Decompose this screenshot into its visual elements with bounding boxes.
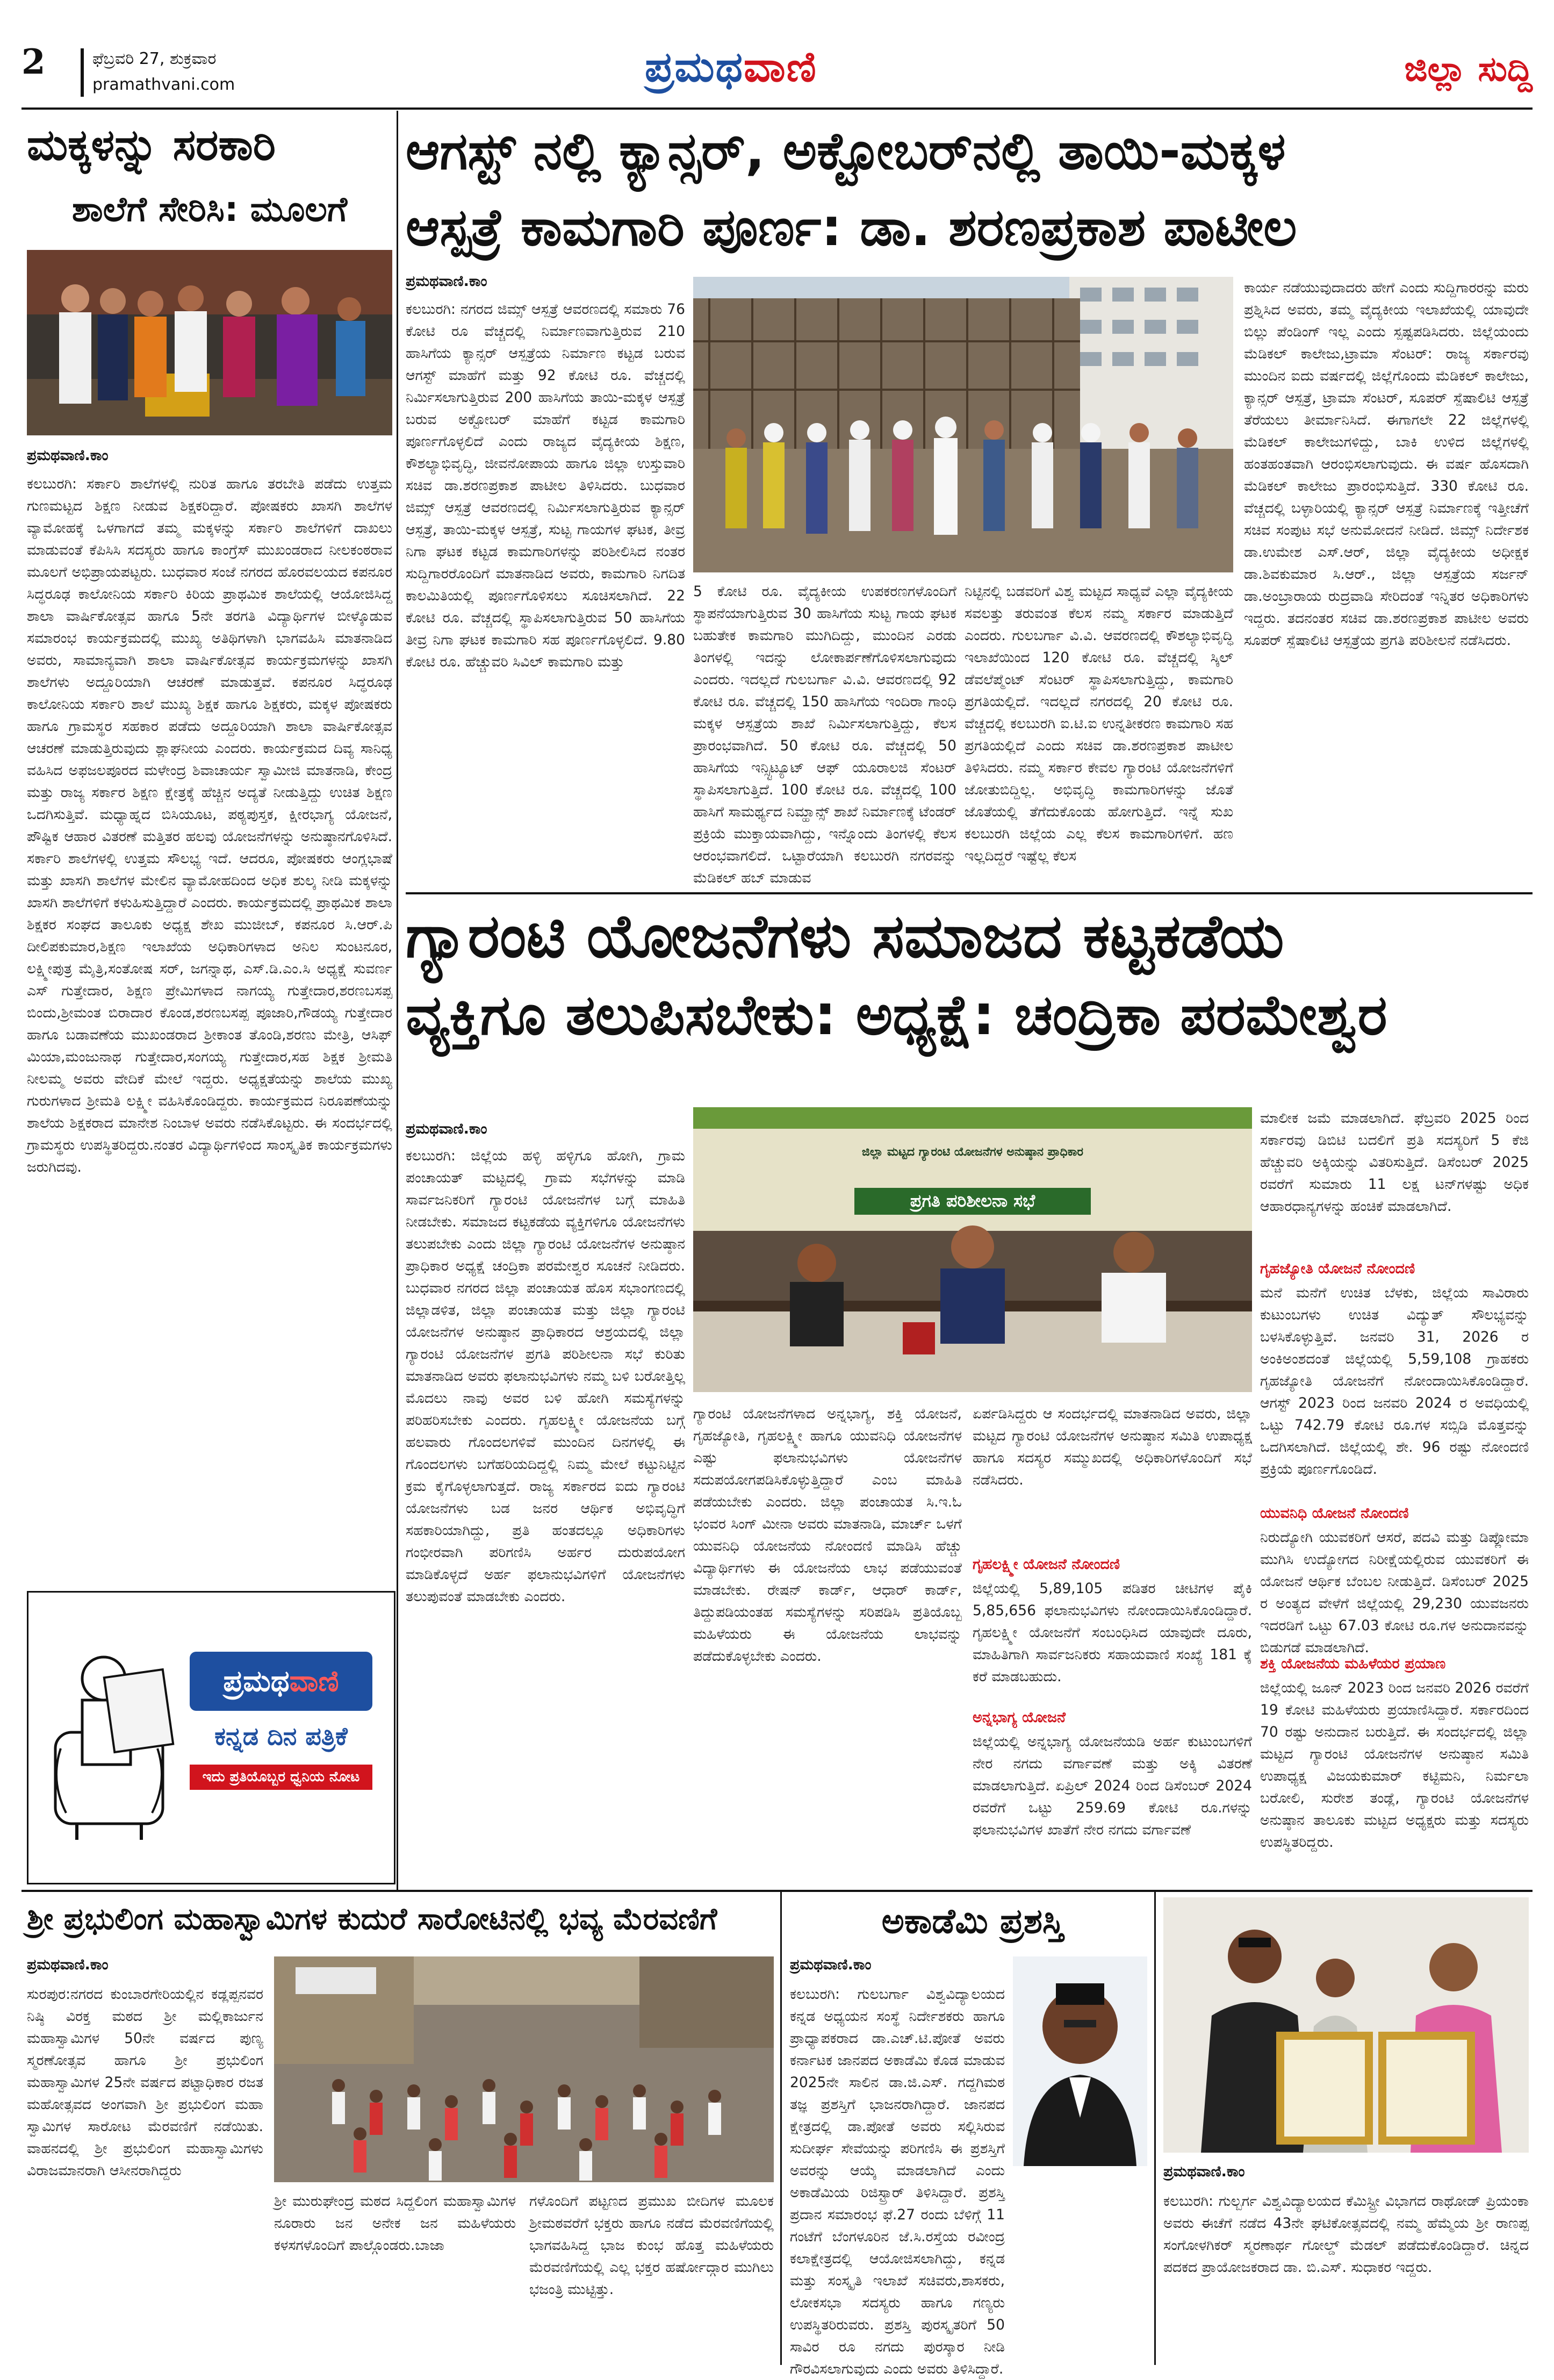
- reader-illustration-icon: [45, 1641, 179, 1845]
- headline-guarantee-line1: ಗ್ಯಾರಂಟಿ ಯೋಜನೆಗಳು ಸಮಾಜದ ಕಟ್ಟಕಡೆಯ: [406, 901, 1284, 971]
- section-rule: [406, 892, 1533, 894]
- logo-part2: ವಾಣಿ: [744, 43, 817, 91]
- guarantee-col-2: ಗ್ಯಾರಂಟಿ ಯೋಜನೆಗಳಾದ ಅನ್ನಭಾಗ್ಯ, ಶಕ್ತಿ ಯೋಜನೆ, ಗೃಹಜ್ಯೋತಿ, ಗೃಹಲಕ್ಷ್ಮೀ ಹಾಗೂ ಯುವನಿಧಿ ಯೋಜನೆಗಳ ಎಷ್ಟು ಫಲಾನುಭವಿಗಳು ಯೋಜನೆಗಳ ಸದುಪಯೋಗಪಡಿಸಿಕೊಳ್ಳುತ್ತಿದ್ದಾರೆ ಎಂಬ ಮಾಹಿತಿ ಪಡೆಯಬೇಕು ಎಂದರು. ಜಿಲ್ಲಾ ಪಂಚಾಯತ ಸಿ.ಇ.ಓ ಭಂವರ ಸಿಂಗ್ ಮೀನಾ ಅವರು ಮಾತನಾಡಿ, ಮಾರ್ಚ್ ಒಳಗೆ ಯುವನಿಧಿ ಯೋಜನೆಯ ನೋಂದಣಿ ಮಾಡಿಸಿ ಹೆಚ್ಚು ವಿದ್ಯಾರ್ಥಿಗಳು ಈ ಯೋಜನೆಯ ಲಾಭ ಪಡೆಯುವಂತೆ ಮಾಡಬೇಕು. ರೇಷನ್ ಕಾರ್ಡ್, ಆಧಾರ್ ಕಾರ್ಡ್, ತಿದ್ದುಪಡಿಯಂತಹ ಸಮಸ್ಯೆಗಳನ್ನು ಸರಿಪಡಿಸಿ ಪ್ರತಿಯೊಬ್ಬ ಮಹಿಳೆಯರು ಈ ಯೋಜನೆಯ ಲಾಭವನ್ನು ಪಡೆದುಕೊಳ್ಳಬೇಕು ಎಂದರು.: [693, 1406, 962, 1665]
- subhead-gruhalakshmi: ಗೃಹಲಕ್ಷ್ಮೀ ಯೋಜನೆ ನೋಂದಣಿ: [973, 1556, 1120, 1573]
- ad-logo-part2: ವಾಣಿ: [289, 1664, 339, 1698]
- hospital-construction-photo: [693, 277, 1233, 572]
- page-number: 2: [21, 42, 46, 82]
- portrait-photo: [1013, 1956, 1147, 2166]
- guarantee-col-3: ಏರ್ಪಡಿಸಿದ್ದರು ಆ ಸಂದರ್ಭದಲ್ಲಿ ಮಾತನಾಡಿದ ಅವರು, ಜಿಲ್ಲಾ ಮಟ್ಟದ ಗ್ಯಾರಂಟಿ ಯೋಜನೆಗಳ ಅನುಷ್ಠಾನ ಸಮಿತಿ ಉಪಾಧ್ಯಕ್ಷ ಹಾಗೂ ಸದಸ್ಯರ ಸಮ್ಮುಖದಲ್ಲಿ ಅಧಿಕಾರಿಗಳೊಂದಿಗೆ ಸಭೆ ನಡೆಸಿದರು.: [973, 1406, 1252, 1488]
- school-event-photo: [27, 250, 392, 435]
- masthead-rule: [21, 107, 1533, 110]
- hospital-col-3: ನಿಟ್ಟಿನಲ್ಲಿ ಬಡವರಿಗೆ ವಿಶ್ವ ಮಟ್ಟದ ಸಾಧ್ಯವೆ ಎಲ್ಲಾ ವೈದ್ಯಕೀಯ ಸವಲತ್ತು ತರುವಂತ ಕೆಲಸ ನಮ್ಮ ಸರ್ಕಾರ ಮಾಡುತ್ತಿದೆ ಎಂದರು. ಗುಲಬರ್ಗಾ ವಿ.ವಿ. ಆವರಣದಲ್ಲಿ ಕೌಶಲ್ಯಾಭಿವೃದ್ಧಿ ಇಲಾಖೆಯಿಂದ 120 ಕೋಟಿ ರೂ. ವೆಚ್ಚದಲ್ಲಿ ಸ್ಕಿಲ್ ಡೆವಲೆಪ್ಮೆಂಟ್ ಸೆಂಟರ್ ಸ್ಥಾಪಿಸಲಾಗುತ್ತಿದ್ದು, ಕಾಮಗಾರಿ ಪ್ರಗತಿಯಲ್ಲಿದೆ. ಇದಲ್ಲದೆ ನಗರದಲ್ಲಿ 20 ಕೋಟಿ ರೂ. ವೆಚ್ಚದಲ್ಲಿ ಕಲಬುರಗಿ ಐ.ಟಿ.ಐ ಉನ್ನತೀಕರಣ ಕಾಮಗಾರಿ ಸಹ ಪ್ರಗತಿಯಲ್ಲಿದೆ ಎಂದು ಸಚಿವ ಡಾ.ಶರಣಪ್ರಕಾಶ ಪಾಟೀಲ ತಿಳಿಸಿದರು. ನಮ್ಮ ಸರ್ಕಾರ ಕೇವಲ ಗ್ಯಾರಂಟಿ ಯೋಜನೆಗಳಿಗೆ ಜೋತುಬಿದ್ದಿಲ್ಲ. ಅಭಿವೃದ್ಧಿ ಕಾಮಗಾರಿಗಳನ್ನು ಜೊತೆ ಜೊತೆಯಲ್ಲಿ ತೆಗೆದುಕೊಂಡು ಹೋಗುತ್ತಿದೆ. ಇನ್ನೆ ಸುಖ ಕಲಬುರಗಿ ಜಿಲ್ಲೆಯ ಎಲ್ಲ ಕೆಲಸ ಕಾಮಗಾರಿಗಳಿಗೆ. ಹಣ ಇಲ್ಲದಿದ್ದರೆ ಇಷ್ಟೆಲ್ಲ ಕೆಲಸ: [965, 583, 1233, 864]
- subhead-shakti: ಶಕ್ತಿ ಯೋಜನೆಯ ಮಹಿಳೆಯರ ಪ್ರಯಾಣ: [1260, 1655, 1446, 1672]
- shakti-text: ಜಿಲ್ಲೆಯಲ್ಲಿ ಜೂನ್ 2023 ರಿಂದ ಜನವರಿ 2026 ರವರೆಗೆ 19 ಕೋಟಿ ಮಹಿಳೆಯರು ಪ್ರಯಾಣಿಸಿದ್ದಾರೆ. ಸರ್ಕಾರದಿಂದ 70 ರಷ್ಟು ಅನುದಾನ ಬರುತ್ತಿದೆ. ಈ ಸಂದರ್ಭದಲ್ಲಿ ಜಿಲ್ಲಾ ಮಟ್ಟದ ಗ್ಯಾರಂಟಿ ಯೋಜನೆಗಳ ಅನುಷ್ಠಾನ ಸಮಿತಿ ಉಪಾಧ್ಯಕ್ಷ ವಿಜಯಕುಮಾರ್ ಕಟ್ಟಿಮನಿ, ನಿರ್ಮಲಾ ಬರೋಲಿ, ಸುರೇಶ ತಂಡ್ಲೆ, ಗ್ಯಾರಂಟಿ ಯೋಜನೆಗಳ ಅನುಷ್ಠಾನ ತಾಲೂಕು ಮಟ್ಟದ ಅಧ್ಯಕ್ಷರು ಮತ್ತು ಸದಸ್ಯರು ಉಪಸ್ಥಿತರಿದ್ದರು.: [1260, 1680, 1529, 1851]
- subhead-annabhagya: ಅನ್ನಭಾಗ್ಯ ಯೋಜನೆ: [973, 1709, 1066, 1726]
- school-article-body: ಕಲಬುರಗಿ: ಸರ್ಕಾರಿ ಶಾಲೆಗಳಲ್ಲಿ ನುರಿತ ಹಾಗೂ ತರಬೇತಿ ಪಡೆದು ಉತ್ತಮ ಗುಣಮಟ್ಟದ ಶಿಕ್ಷಣ ನೀಡುವ ಶಿಕ್ಷಕರಿದ್ದಾರೆ. ಪೋಷಕರು ಖಾಸಗಿ ಶಾಲೆಗಳ ವ್ಯಾಮೋಹಕ್ಕೆ ಒಳಗಾಗದೆ ತಮ್ಮ ಮಕ್ಕಳನ್ನು ಸರ್ಕಾರಿ ಶಾಲೆಗಳಿಗೆ ದಾಖಲು ಮಾಡುವಂತೆ ಕೆಪಿಸಿಸಿ ಸದಸ್ಯರು ಹಾಗೂ ಕಾಂಗ್ರೆಸ್ ಮುಖಂಡರಾದ ನೀಲಕಂಠರಾವ ಮೂಲಗೆ ಅಭಿಪ್ರಾಯಪಟ್ಟರು. ಬುಧವಾರ ಸಂಜೆ ನಗರದ ಹೊರವಲಯದ ಕಪನೂರ ಸಿದ್ಧರೂಢ ಕಾಲೋನಿಯ ಸರ್ಕಾರಿ ಕಿರಿಯ ಪ್ರಾಥಮಿಕ ಶಾಲೆಯಲ್ಲಿ ಆಯೋಜಿಸಿದ್ದ ಶಾಲಾ ವಾರ್ಷಿಕೋತ್ಸವ ಹಾಗೂ 5ನೇ ತರಗತಿ ವಿದ್ಯಾರ್ಥಿಗಳ ಬೀಳ್ಕೊಡುವ ಸಮಾರಂಭ ಕಾರ್ಯಕ್ರಮದಲ್ಲಿ ಮುಖ್ಯ ಅತಿಥಿಗಳಾಗಿ ಭಾಗವಹಿಸಿ ಮಾತನಾಡಿದ ಅವರು, ಸಾಮಾನ್ಯವಾಗಿ ಶಾಲಾ ವಾರ್ಷಿಕೋತ್ಸವ ಕಾರ್ಯಕ್ರಮಗಳನ್ನು ಖಾಸಗಿ ಶಾಲೆಗಳು ಅದ್ದೂರಿಯಾಗಿ ಆಚರಣೆ ಮಾಡುತ್ತವೆ. ಕಪನೂರ ಸಿದ್ಧರೂಢ ಕಾಲೋನಿಯ ಸರ್ಕಾರಿ ಶಾಲೆ ಮುಖ್ಯ ಶಿಕ್ಷಕ ಹಾಗೂ ಶಿಕ್ಷಕರು, ಮಕ್ಕಳ ಪೋಷಕರು ಹಾಗೂ ಗ್ರಾಮಸ್ಥರ ಸಹಕಾರ ಪಡೆದು ಅದ್ದೂರಿಯಾಗಿ ಶಾಲಾ ವಾರ್ಷಿಕೋತ್ಸವ ಆಚರಣೆ ಮಾಡುತ್ತಿರುವುದು ಶ್ಲಾಘನೀಯ ಎಂದರು. ಕಾರ್ಯಕ್ರಮದ ದಿವ್ಯ ಸಾನಿಧ್ಯ ವಹಿಸಿದ ಅಫಜಲಪೂರದ ಮಳೇಂದ್ರ ಶಿವಾಚಾರ್ಯ ಸ್ವಾಮೀಜಿ ಮಾತನಾಡಿ, ಕೇಂದ್ರ ಮತ್ತು ರಾಜ್ಯ ಸರ್ಕಾರ ಶಿಕ್ಷಣ ಕ್ಷೇತ್ರಕ್ಕೆ ಹೆಚ್ಚಿನ ಅದ್ಯತೆ ನೀಡುತ್ತಿದ್ದು ಉಚಿತ ಶಿಕ್ಷಣ ಒದಗಿಸುತ್ತಿವೆ. ಮಧ್ಯಾಹ್ನದ ಬಿಸಿಯೂಟ, ಪಠ್ಯಪುಸ್ತಕ, ಕ್ಷೀರಭಾಗ್ಯ ಯೋಜನೆ, ಪೌಷ್ಟಿಕ ಆಹಾರ ವಿತರಣೆ ಮತ್ತಿತರ ಹಲವು ಯೋಜನೆಗಳನ್ನು ಅನುಷ್ಠಾನಗೊಳಿಸಿದೆ. ಸರ್ಕಾರಿ ಶಾಲೆಗಳಲ್ಲಿ ಉತ್ತಮ ಸೌಲಭ್ಯ ಇದೆ. ಆದರೂ, ಪೋಷಕರು ಆಂಗ್ಲಭಾಷೆ ಮತ್ತು ಖಾಸಗಿ ಶಾಲೆಗಳ ಮೇಲಿನ ವ್ಯಾಮೋಹದಿಂದ ಅಧಿಕ ಶುಲ್ಕ ನೀಡಿ ಮಕ್ಕಳನ್ನು ಖಾಸಗಿ ಶಾಲೆಗಳಿಗೆ ಕಳುಹಿಸುತ್ತಿದ್ದಾರೆ ಎಂದರು. ಕಾರ್ಯಕ್ರಮದಲ್ಲಿ ಪ್ರಾಥಮಿಕ ಶಾಲಾ ಶಿಕ್ಷಕರ ಸಂಘದ ತಾಲೂಕು ಅಧ್ಯಕ್ಷ ಶೇಖ ಮುಜೀಬ್, ಕಪನೂರ ಸಿ.ಆರ್.ಪಿ ದೀಲಿಪಕುಮಾರ,ಶಿಕ್ಷಣ ಇಲಾಖೆಯ ಅಧಿಕಾರಿಗಳಾದ ಅನಿಲ ಸುಂಟನೂರ, ಲಕ್ಷ್ಮೀಪುತ್ರ ಮೈತ್ರಿ,ಸಂತೋಷ ಸರ್, ಜಗನ್ನಾಥ, ಎಸ್.ಡಿ.ಎಂ.ಸಿ ಅಧ್ಯಕ್ಷೆ ಸುವರ್ಣ ಎಸ್ ಗುತ್ತೇದಾರ, ಶಿಕ್ಷಣ ಪ್ರೇಮಿಗಳಾದ ನಾಗಯ್ಯ ಗುತ್ತೇದಾರ,ಶರಣಬಸಪ್ಪ ಬಿಂದು,ಶ್ರೀಮಂತ ಬಿರಾದಾರ ಕೊಂಡ,ಶರಣಬಸಪ್ಪ ಪೂಜಾರಿ,ಗೌಡಯ್ಯ ಗುತ್ತೇದಾರ ಹಾಗೂ ಬಡಾವಣೆಯ ಮುಖಂಡರಾದ ಶ್ರೀಕಾಂತ ತೊಂಡಿ,ಶರಣು ಮೇತ್ರಿ, ಆಸಿಫ್ ಮಿಯಾ,ಮಂಜುನಾಥ ಗುತ್ತೇದಾರ,ಸಂಗಯ್ಯ ಗುತ್ತೇದಾರ,ಸಹ ಶಿಕ್ಷಕ ಶ್ರೀಮತಿ ನೀಲಮ್ಮ ಅವರು ವೇದಿಕೆ ಮೇಲೆ ಇದ್ದರು. ಅಧ್ಯಕ್ಷತೆಯನ್ನು ಶಾಲೆಯ ಮುಖ್ಯ ಗುರುಗಳಾದ ಶ್ರೀಮತಿ ಲಕ್ಷ್ಮೀ ವಹಿಸಿಕೊಂಡಿದ್ದರು. ಕಾರ್ಯಕ್ರಮದ ನಿರೂಪಣೆಯನ್ನು ಶಾಲೆಯ ಶಿಕ್ಷಕರಾದ ಮಾನೇಶ ನಿಂಬಾಳ ಅವರು ನಡೆಸಿಕೊಟ್ಟರು. ಈ ಸಂದರ್ಭದಲ್ಲಿ ಗ್ರಾಮಸ್ಥರು ಉಪಸ್ಥಿತರಿದ್ದರು.ನಂತರ ವಿದ್ಯಾರ್ಥಿಗಳಿಂದ ಸಾಂಸ್ಕೃತಿಕ ಕಾರ್ಯಕ್ರಮಗಳು ಜರುಗಿದವು.: [27, 476, 392, 1175]
- newspaper-advertisement: [27, 1591, 395, 1884]
- byline: ಪ್ರಮಥವಾಣಿ.ಕಾಂ: [27, 1956, 109, 1973]
- annabhagya-text: ಜಿಲ್ಲೆಯಲ್ಲಿ ಅನ್ನಭಾಗ್ಯ ಯೋಜನೆಯಡಿ ಅರ್ಹ ಕುಟುಂಬಗಳಿಗೆ ನೇರ ನಗದು ವರ್ಗಾವಣೆ ಮತ್ತು ಅಕ್ಕಿ ವಿತರಣೆ ಮಾಡಲಾಗುತ್ತಿದೆ. ಏಪ್ರಿಲ್ 2024 ರಿಂದ ಡಿಸೆಂಬರ್ 2024 ರವರೆಗೆ ಒಟ್ಟು 259.69 ಕೋಟಿ ರೂ.ಗಳನ್ನು ಫಲಾನುಭವಿಗಳ ಖಾತೆಗೆ ನೇರ ನಗದು ವರ್ಗಾವಣೆ: [973, 1733, 1252, 1838]
- subhead-yuvanidhi: ಯುವನಿಧಿ ಯೋಜನೆ ನೋಂದಣಿ: [1260, 1505, 1409, 1522]
- hospital-col-2: 5 ಕೋಟಿ ರೂ. ವೈದ್ಯಕೀಯ ಉಪಕರಣಗಳೊಂದಿಗೆ ಸ್ಥಾಪನೆಯಾಗುತ್ತಿರುವ 30 ಹಾಸಿಗೆಯ ಸುಟ್ಟ ಗಾಯ ಘಟಕ ಬಹುತೇಕ ಕಾಮಗಾರಿ ಮುಗಿದಿದ್ದು, ಮುಂದಿನ ಎರಡು ತಿಂಗಳಲ್ಲಿ ಇದನ್ನು ಲೋಕಾರ್ಪಣೆಗೊಳಿಸಲಾಗುವುದು ಎಂದರು. ಇದಲ್ಲದೆ ಗುಲಬರ್ಗಾ ವಿ.ವಿ. ಆವರಣದಲ್ಲಿ 92 ಕೋಟಿ ರೂ. ವೆಚ್ಚದಲ್ಲಿ 150 ಹಾಸಿಗೆಯ ಇಂದಿರಾ ಗಾಂಧಿ ಮಕ್ಕಳ ಆಸ್ಪತ್ರೆಯ ಶಾಖೆ ನಿರ್ಮಿಸಲಾಗುತ್ತಿದ್ದು, ಕೆಲಸ ಪ್ರಾರಂಭವಾಗಿದೆ. 50 ಕೋಟಿ ರೂ. ವೆಚ್ಚದಲ್ಲಿ 50 ಹಾಸಿಗೆಯ ಇನ್ಸ್ಟಿಟ್ಯೂಟ್ ಆಫ್ ಯೂರಾಲಜಿ ಸೆಂಟರ್ ಸ್ಥಾಪಿಸಲಾಗುತ್ತಿದೆ. 100 ಕೋಟಿ ರೂ. ವೆಚ್ಚದಲ್ಲಿ 100 ಹಾಸಿಗೆ ಸಾಮರ್ಥ್ಯದ ನಿಮ್ಹಾನ್ಸ್ ಶಾಖೆ ನಿರ್ಮಾಣಕ್ಕೆ ಟೆಂಡರ್ ಪ್ರಕ್ರಿಯೆ ಮುಕ್ತಾಯವಾಗಿದ್ದು, ಇನ್ನೊಂದು ತಿಂಗಳಲ್ಲಿ ಕೆಲಸ ಆರಂಭವಾಗಲಿದೆ. ಒಟ್ಟಾರೆಯಾಗಿ ಕಲಬುರಗಿ ನಗರವನ್ನು ಮೆಡಿಕಲ್ ಹಬ್ ಮಾಡುವ: [693, 583, 956, 886]
- headline-award: ಅಕಾಡೆಮಿ ಪ್ರಶಸ್ತಿ: [881, 1902, 1064, 1941]
- headline-school-line1: ಮಕ್ಕಳನ್ನು ಸರಕಾರಿ: [27, 120, 276, 170]
- procession-caption-text: ಶ್ರೀ ಮುರುಘೇಂದ್ರ ಮಠದ ಸಿದ್ದಲಿಂಗ ಮಹಾಸ್ವಾಮಿಗಳ ನೂರಾರು ಜನ ಅನೇಕ ಜನ ಮಹಿಳೆಯರು ಕಳಸಗಳೊಂದಿಗೆ ಪಾಲ್ಗೊಂಡರು.ಬಾಜಾ: [274, 2193, 516, 2254]
- gruhalakshmi-text: ಜಿಲ್ಲೆಯಲ್ಲಿ 5,89,105 ಪಡಿತರ ಚೀಟಿಗಳ ಪೈಕಿ 5,85,656 ಫಲಾನುಭವಿಗಳು ನೋಂದಾಯಿಸಿಕೊಂಡಿದ್ದಾರೆ. ಗೃಹಲಕ್ಷ್ಮೀ ಯೋಜನೆಗೆ ಸಂಬಂಧಿಸಿದ ಯಾವುದೇ ದೂರು, ಮಾಹಿತಿಗಾಗಿ ಸಾರ್ವಜನಿಕರು ಸಹಾಯವಾಣಿ ಸಂಖ್ಯೆ 181 ಕ್ಕೆ ಕರೆ ಮಾಡಬಹುದು.: [973, 1580, 1252, 1685]
- headline-hospital-line1: ಆಗಸ್ಟ್ ನಲ್ಲಿ ಕ್ಯಾನ್ಸರ್, ಅಕ್ಟೋಬರ್‌ನಲ್ಲಿ ತಾಯಿ-ಮಕ್ಕಳ: [406, 121, 1286, 181]
- masthead-logo: [645, 43, 817, 92]
- logo-part1: ಪ್ರಮಥ: [645, 43, 744, 91]
- ad-tagline: ಕನ್ನಡ ದಿನ ಪತ್ರಿಕೆ: [214, 1722, 348, 1751]
- headline-procession: ಶ್ರೀ ಪ್ರಭುಲಿಂಗ ಮಹಾಸ್ವಾಮಿಗಳ ಕುದುರೆ ಸಾರೋಟಿನಲ್ಲಿ ಭವ್ಯ ಮೆರವಣಿಗೆ: [27, 1902, 717, 1937]
- column-divider: [1154, 1892, 1156, 2365]
- section-title: ಜಿಲ್ಲಾ ಸುದ್ದಿ: [1404, 49, 1533, 89]
- issue-date: ಫೆಬ್ರವರಿ 27, ಶುಕ್ರವಾರ: [92, 49, 217, 68]
- chemistry-award-body: ಕಲಬುರಗಿ: ಗುಲ್ಬರ್ಗ ವಿಶ್ವವಿದ್ಯಾಲಯದ ಕೆಮಿಸ್ಟ್ರೀ ವಿಭಾಗದ ರಾಥೋಡ್ ಪ್ರಿಯಂಕಾ ಅವರು ಈಚೆಗೆ ನಡೆದ 43ನೇ ಘಟಿಕೋತ್ಸವದಲ್ಲಿ ನಮ್ಮ ಹೆಮ್ಮೆಯ ಶ್ರೀ ರಾಣಪ್ಪ ಸಂಗೋಳಗಿಕರ್ ಸ್ಮರಣಾರ್ಥ ಗೋಲ್ಡ್ ಮೆಡಲ್ ಪಡೆದುಕೊಂಡಿದ್ದಾರೆ. ಚಿನ್ನದ ಪದಕದ ಪ್ರಾಯೋಜಕರಾದ ಡಾ. ಬಿ.ಎಸ್. ಸುಧಾಕರ ಇದ್ದರು.: [1163, 2193, 1529, 2276]
- ad-logo: [190, 1652, 372, 1711]
- procession-col-1: ಸುರಪುರ:ನಗರದ ಕುಂಬಾರಗೇರಿಯಲ್ಲಿನ ಕಡ್ಲಪ್ಪನವರ ನಿಷ್ಠಿ ವಿರಕ್ತ ಮಠದ ಶ್ರೀ ಮಲ್ಲಿಕಾರ್ಜುನ ಮಹಾಸ್ವಾಮಿಗಳ 50ನೇ ವರ್ಷದ ಪುಣ್ಯ ಸ್ಮರಣೋತ್ಸವ ಹಾಗೂ ಶ್ರೀ ಪ್ರಭುಲಿಂಗ ಮಹಾಸ್ವಾಮಿಗಳ 25ನೇ ವರ್ಷದ ಪಟ್ಟಾಧಿಕಾರ ರಜತ ಮಹೋತ್ಸವದ ಅಂಗವಾಗಿ ಶ್ರೀ ಪ್ರಭುಲಿಂಗ ಮಹಾ ಸ್ವಾಮಿಗಳ ಸಾರೋಟ ಮೆರವಣಿಗೆ ನಡೆಯಿತು. ವಾಹನದಲ್ಲಿ ಶ್ರೀ ಪ್ರಭುಲಿಂಗ ಮಹಾಸ್ವಾಮಿಗಳು ವಿರಾಜಮಾನರಾಗಿ ಆಸೀನರಾಗಿದ್ದರು: [27, 1986, 263, 2179]
- subhead-gruhajyothi: ಗೃಹಜ್ಯೋತಿ ಯೋಜನೆ ನೋಂದಣಿ: [1260, 1260, 1415, 1277]
- guarantee-meeting-photo: [693, 1107, 1252, 1392]
- masthead-divider: [81, 48, 84, 97]
- hospital-col-4: ಕಾರ್ಯ ನಡೆಯುವುದಾದರು ಹೇಗೆ ಎಂದು ಸುದ್ದಿಗಾರರನ್ನು ಮರು ಪ್ರಶ್ನಿಸಿದ ಅವರು, ತಮ್ಮ ವೈದ್ಯಕೀಯ ಇಲಾಖೆಯಲ್ಲಿ ಯಾವುದೇ ಬಿಲ್ಲು ಪೆಂಡಿಂಗ್ ಇಲ್ಲ ಎಂದು ಸ್ಪಷ್ಟಪಡಿಸಿದರು. ಜಿಲ್ಲೆಯಂದು ಮೆಡಿಕಲ್ ಕಾಲೇಜು,ಟ್ರಾಮಾ ಸೆಂಟರ್: ರಾಜ್ಯ ಸರ್ಕಾರವು ಮುಂದಿನ ಐದು ವರ್ಷದಲ್ಲಿ ಜಿಲ್ಲೆಗೊಂದು ಮೆಡಿಕಲ್ ಕಾಲೇಜು, ಕ್ಯಾನ್ಸರ್ ಆಸ್ಪತ್ರೆ, ಟ್ರಾಮಾ ಸೆಂಟರ್, ಸೂಪರ್ ಸ್ಪೆಷಾಲಿಟಿ ಆಸ್ಪತ್ರೆ ತೆರೆಯಲು ತೀರ್ಮಾನಿಸಿದೆ. ಈಗಾಗಲೇ 22 ಜಿಲ್ಲೆಗಳಲ್ಲಿ ಮೆಡಿಕಲ್ ಕಾಲೇಜುಗಳಿದ್ದು, ಬಾಕಿ ಉಳಿದ ಜಿಲ್ಲೆಗಳಲ್ಲಿ ಹಂತಹಂತವಾಗಿ ಆರಂಭಿಸಲಾಗುವುದು. ಈ ವರ್ಷ ಹೊಸದಾಗಿ ಮೆಡಿಕಲ್ ಕಾಲೇಜು ಪ್ರಾರಂಭಿಸುತ್ತಿದೆ. 330 ಕೋಟಿ ರೂ. ವೆಚ್ಚದಲ್ಲಿ ಬಳ್ಳಾರಿಯಲ್ಲಿ ಕ್ಯಾನ್ಸರ್ ಆಸ್ಪತ್ರೆ ನಿರ್ಮಾಣಕ್ಕೆ ಇತ್ತೀಚೆಗೆ ಸಚಿವ ಸಂಪುಟ ಸಭೆ ಅನುಮೋದನೆ ನೀಡಿದೆ. ಜಿಮ್ಸ್ ನಿರ್ದೇಶಕ ಡಾ.ಉಮೇಶ ಎಸ್.ಆರ್, ಜಿಲ್ಲಾ ವೈದ್ಯಕೀಯ ಅಧೀಕ್ಷಕ ಡಾ.ಶಿವಕುಮಾರ ಸಿ.ಆರ್., ಜಿಲ್ಲಾ ಆಸ್ಪತ್ರೆಯ ಸರ್ಜನ್ ಡಾ.ಅಂಬ್ರಾರಾಯ ರುದ್ರವಾಡಿ ಸೇರಿದಂತೆ ಇನ್ನಿತರ ಅಧಿಕಾರಿಗಳು ಇದ್ದರು. ತದನಂತರ ಸಚಿವ ಡಾ.ಶರಣಪ್ರಕಾಶ ಪಾಟೀಲ ಅವರು ಸೂಪರ್ ಸ್ಪೆಷಾಲಿಟಿ ಆಸ್ಪತ್ರೆಯ ಪ್ರಗತಿ ಪರಿಶೀಲನೆ ನಡೆಸಿದರು.: [1244, 279, 1529, 649]
- guarantee-col-4a: ಮಾಲೀಕ ಜಮೆ ಮಾಡಲಾಗಿದೆ. ಫೆಬ್ರವರಿ 2025 ರಿಂದ ಸರ್ಕಾರವು ಡಿಬಿಟಿ ಬದಲಿಗೆ ಪ್ರತಿ ಸದಸ್ಯರಿಗೆ 5 ಕೆಜಿ ಹೆಚ್ಚುವರಿ ಅಕ್ಕಿಯನ್ನು ವಿತರಿಸುತ್ತಿದೆ. ಡಿಸೆಂಬರ್ 2025 ರವರೆಗೆ ಸುಮಾರು 11 ಲಕ್ಷ ಟನ್‌ಗಳಷ್ಟು ಅಧಿಕ ಆಹಾರಧಾನ್ಯಗಳನ್ನು ಹಂಚಿಕೆ ಮಾಡಲಾಗಿದೆ.: [1260, 1110, 1529, 1215]
- ad-slogan: ಇದು ಪ್ರತಿಯೊಬ್ಬರ ಧ್ವನಿಯ ನೋಟ: [190, 1765, 372, 1790]
- banner-subtitle: ಜಿಲ್ಲಾ ಮಟ್ಟದ ಗ್ಯಾರಂಟಿ ಯೋಜನೆಗಳ ಅನುಷ್ಠಾನ ಪ್ರಾಧಿಕಾರ: [861, 1145, 1084, 1159]
- column-divider: [780, 1892, 782, 2365]
- headline-school-line2: ಶಾಲೆಗೆ ಸೇರಿಸಿ: ಮೂಲಗೆ: [71, 190, 348, 230]
- column-divider: [397, 111, 398, 1890]
- section-rule: [21, 1890, 1533, 1892]
- hospital-col-1: ಕಲಬುರಗಿ: ನಗರದ ಜಿಮ್ಸ್ ಆಸ್ಪತ್ರೆ ಆವರಣದಲ್ಲಿ ಸಮಾರು 76 ಕೋಟಿ ರೂ ವೆಚ್ಚದಲ್ಲಿ ನಿರ್ಮಾಣವಾಗುತ್ತಿರುವ 210 ಹಾಸಿಗೆಯ ಕ್ಯಾನ್ಸರ್ ಆಸ್ಪತ್ರೆಯ ನಿರ್ಮಾಣ ಕಟ್ಟಡ ಬರುವ ಆಗಸ್ಟ್ ಮಾಹೆಗೆ ಮತ್ತು 92 ಕೋಟಿ ರೂ. ವೆಚ್ಚದಲ್ಲಿ ನಿರ್ಮಿಸಲಾಗುತ್ತಿರುವ 200 ಹಾಸಿಗೆಯ ತಾಯಿ-ಮಕ್ಕಳ ಆಸ್ಪತ್ರೆ ಬರುವ ಅಕ್ಟೋಬರ್ ಮಾಹೆಗೆ ಕಟ್ಟಡ ಕಾಮಗಾರಿ ಪೂರ್ಣಗೊಳ್ಳಲಿದೆ ಎಂದು ರಾಜ್ಯದ ವೈದ್ಯಕೀಯ ಶಿಕ್ಷಣ, ಕೌಶಲ್ಯಾಭಿವೃದ್ಧಿ, ಜೀವನೋಪಾಯ ಹಾಗೂ ಜಿಲ್ಲಾ ಉಸ್ತುವಾರಿ ಸಚಿವ ಡಾ.ಶರಣಪ್ರಕಾಶ ಪಾಟೀಲ ತಿಳಿಸಿದರು. ಬುಧವಾರ ಜಿಮ್ಸ್ ಆಸ್ಪತ್ರೆ ಆವರಣದಲ್ಲಿ ನಿರ್ಮಿಸಲಾಗುತ್ತಿರುವ ಕ್ಯಾನ್ಸರ್ ಆಸ್ಪತ್ರೆ, ತಾಯಿ-ಮಕ್ಕಳ ಆಸ್ಪತ್ರೆ, ಸುಟ್ಟ ಗಾಯಗಳ ಘಟಕ, ತೀವ್ರ ನಿಗಾ ಘಟಕ ಕಟ್ಟಡ ಕಾಮಗಾರಿಗಳನ್ನು ಪರಿಶೀಲಿಸಿದ ನಂತರ ಸುದ್ದಿಗಾರರೊಂದಿಗೆ ಮಾತನಾಡಿದ ಅವರು, ಕಾಮಗಾರಿ ನಿಗದಿತ ಕಾಲಮಿತಿಯಲ್ಲಿ ಪೂರ್ಣಗೊಳಿಸಲು ಸೂಚಿಸಲಾಗಿದೆ. 22 ಕೋಟಿ ರೂ. ವೆಚ್ಚದಲ್ಲಿ ಸ್ಥಾಪಿಸಲಾಗುತ್ತಿರುವ 50 ಹಾಸಿಗೆಯ ತೀವ್ರ ನಿಗಾ ಘಟಕ ಕಾಮಗಾರಿ ಸಹ ಪೂರ್ಣಗೊಳ್ಳಲಿದೆ. 9.80 ಕೋಟಿ ರೂ. ಹೆಚ್ಚುವರಿ ಸಿವಿಲ್ ಕಾಮಗಾರಿ ಮತ್ತು: [406, 301, 685, 670]
- gruhajyothi-text: ಮನೆ ಮನೆಗೆ ಉಚಿತ ಬೆಳಕು, ಜಿಲ್ಲೆಯ ಸಾವಿರಾರು ಕುಟುಂಬಗಳು ಉಚಿತ ವಿದ್ಯುತ್ ಸೌಲಭ್ಯವನ್ನು ಬಳಸಿಕೊಳ್ಳುತ್ತಿವೆ. ಜನವರಿ 31, 2026 ರ ಅಂಕಿಅಂಶದಂತೆ ಜಿಲ್ಲೆಯಲ್ಲಿ 5,59,108 ಗ್ರಾಹಕರು ಗೃಹಜ್ಯೋತಿ ಯೋಜನೆಗೆ ನೋಂದಾಯಿಸಿಕೊಂಡಿದ್ದಾರೆ. ಆಗಸ್ಟ್ 2023 ರಿಂದ ಜನವರಿ 2024 ರ ಅವಧಿಯಲ್ಲಿ ಒಟ್ಟು 742.79 ಕೋಟಿ ರೂ.ಗಳ ಸಬ್ಸಿಡಿ ಮೊತ್ತವನ್ನು ಒದಗಿಸಲಾಗಿದೆ. ಜಿಲ್ಲೆಯಲ್ಲಿ ಶೇ. 96 ರಷ್ಟು ನೋಂದಣಿ ಪ್ರಕ್ರಿಯೆ ಪೂರ್ಣಗೊಂಡಿದೆ.: [1260, 1285, 1529, 1478]
- byline: ಪ್ರಮಥವಾಣಿ.ಕಾಂ: [1163, 2163, 1245, 2180]
- award-body-bottom: [790, 2185, 1147, 2362]
- headline-guarantee-line2: ವ್ಯಕ್ತಿಗೂ ತಲುಪಿಸಬೇಕು: ಅಧ್ಯಕ್ಷೆ: ಚಂದ್ರಿಕಾ ಪರಮೇಶ್ವರ: [406, 982, 1387, 1048]
- ad-logo-part1: ಪ್ರಮಥ: [223, 1664, 290, 1698]
- gold-medal-ceremony-photo: [1163, 1897, 1529, 2153]
- website-link[interactable]: pramathvani.com: [92, 75, 235, 94]
- guarantee-col-1: ಕಲಬುರಗಿ: ಜಿಲ್ಲೆಯ ಹಳ್ಳಿ ಹಳ್ಳಿಗೂ ಹೋಗಿ, ಗ್ರಾಮ ಪಂಚಾಯತ್ ಮಟ್ಟದಲ್ಲಿ ಗ್ರಾಮ ಸಭೆಗಳನ್ನು ಮಾಡಿ ಸಾರ್ವಜನಿಕರಿಗೆ ಗ್ಯಾರಂಟಿ ಯೋಜನೆಗಳ ಬಗ್ಗೆ ಮಾಹಿತಿ ನೀಡಬೇಕು. ಸಮಾಜದ ಕಟ್ಟಕಡೆಯ ವ್ಯಕ್ತಿಗಳಿಗೂ ಯೋಜನೆಗಳು ತಲುಪಬೇಕು ಎಂದು ಜಿಲ್ಲಾ ಗ್ಯಾರಂಟಿ ಯೋಜನೆಗಳ ಅನುಷ್ಠಾನ ಪ್ರಾಧಿಕಾರ ಅಧ್ಯಕ್ಷೆ ಚಂದ್ರಿಕಾ ಪರಮೇಶ್ವರ ಸೂಚನೆ ನೀಡಿದರು. ಬುಧವಾರ ನಗರದ ಜಿಲ್ಲಾ ಪಂಚಾಯತ ಹೊಸ ಸಭಾಂಗಣದಲ್ಲಿ ಜಿಲ್ಲಾಡಳಿತ, ಜಿಲ್ಲಾ ಪಂಚಾಯತ ಮತ್ತು ಜಿಲ್ಲಾ ಗ್ಯಾರಂಟಿ ಯೋಜನೆಗಳ ಅನುಷ್ಠಾನ ಪ್ರಾಧಿಕಾರದ ಆಶ್ರಯದಲ್ಲಿ ಜಿಲ್ಲಾ ಗ್ಯಾರಂಟಿ ಯೋಜನೆಗಳ ಪ್ರಗತಿ ಪರಿಶೀಲನಾ ಸಭೆ ಕುರಿತು ಮಾತನಾಡಿದ ಅವರು ಫಲಾನುಭವಿಗಳು ನಮ್ಮ ಬಳಿ ಬರೋತ್ತಿಲ್ಲ ಮೊದಲು ನಾವು ಅವರ ಬಳಿ ಹೋಗಿ ಸಮಸ್ಯೆಗಳನ್ನು ಪರಿಹರಿಸಬೇಕು ಎಂದರು. ಗೃಹಲಕ್ಷ್ಮೀ ಯೋಜನೆಯ ಬಗ್ಗೆ ಹಲವಾರು ಗೊಂದಲಗಳಿವೆ ಮುಂದಿನ ದಿನಗಳಲ್ಲಿ ಈ ಗೊಂದಲಗಳು ಬಗೆಹರಿಯದಿದ್ದಲ್ಲಿ ನಿಮ್ಮ ಮೇಲೆ ಕಟ್ಟುನಿಟ್ಟಿನ ಕ್ರಮ ಕೈಗೊಳ್ಳಲಾಗುತ್ತದೆ. ರಾಜ್ಯ ಸರ್ಕಾರದ ಐದು ಗ್ಯಾರಂಟಿ ಯೋಜನೆಗಳು ಬಡ ಜನರ ಆರ್ಥಿಕ ಅಭಿವೃದ್ಧಿಗೆ ಸಹಕಾರಿಯಾಗಿದ್ದು, ಪ್ರತಿ ಹಂತದಲ್ಲೂ ಅಧಿಕಾರಿಗಳು ಗಂಭೀರವಾಗಿ ಪರಿಗಣಿಸಿ ಅರ್ಹರ ದುರುಪಯೋಗ ಮಾಡಿಕೊಳ್ಳದೆ ಅರ್ಹ ಫಲಾನುಭವಿಗಳಿಗೆ ಯೋಜನೆಗಳು ತಲುಪುವಂತೆ ಮಾಡಬೇಕು ಎಂದರು.: [406, 1148, 685, 1605]
- yuvanidhi-text: ನಿರುದ್ಯೋಗಿ ಯುವಕರಿಗೆ ಆಸರೆ, ಪದವಿ ಮತ್ತು ಡಿಪ್ಲೋಮಾ ಮುಗಿಸಿ ಉದ್ಯೋಗದ ನಿರೀಕ್ಷೆಯಲ್ಲಿರುವ ಯುವಕರಿಗೆ ಈ ಯೋಜನೆ ಆರ್ಥಿಕ ಬೆಂಬಲ ನೀಡುತ್ತಿದೆ. ಡಿಸೆಂಬರ್ 2025 ರ ಅಂತ್ಯದ ವೇಳೆಗೆ ಜಿಲ್ಲೆಯಲ್ಲಿ 29,230 ಯುವಜನರು ಇದರಡಿಗೆ ಒಟ್ಟು 67.03 ಕೋಟಿ ರೂ.ಗಳ ಅನುದಾನವನ್ನು ಬಿಡುಗಡೆ ಮಾಡಲಾಗಿದೆ.: [1260, 1529, 1529, 1656]
- award-body-top: ಕಲಬುರಗಿ: ಗುಲಬರ್ಗಾ ವಿಶ್ವವಿದ್ಯಾಲಯದ ಕನ್ನಡ ಅಧ್ಯಯನ ಸಂಸ್ಥೆ ನಿರ್ದೇಶಕರು ಹಾಗೂ ಪ್ರಾಧ್ಯಾಪಕರಾದ ಡಾ.ಎಚ್.ಟಿ.ಪೋತೆ ಅವರು ಕರ್ನಾಟಕ ಜಾನಪದ ಅಕಾಡೆಮಿ ಕೊಡ ಮಾಡುವ 2025ನೇ ಸಾಲಿನ ಡಾ.ಜಿ.ಎಸ್. ಗದ್ದಗಿಮಠ ತಜ್ಞ ಪ್ರಶಸ್ತಿಗೆ ಭಾಜನರಾಗಿದ್ದಾರೆ. ಜಾನಪದ ಕ್ಷೇತ್ರದಲ್ಲಿ ಡಾ.ಪೋತೆ ಅವರು ಸಲ್ಲಿಸಿರುವ ಸುದೀರ್ಘ ಸೇವೆಯನ್ನು ಪರಿಗಣಿಸಿ ಈ ಪ್ರಶಸ್ತಿಗೆ ಅವರನ್ನು ಆಯ್ಕೆ ಮಾಡಲಾಗಿದೆ ಎಂದು ಅಕಾಡೆಮಿಯ ರಿಜಿಸ್ಟ್ರಾರ್ ತಿಳಿಸಿದ್ದಾರೆ. ಪ್ರಶಸ್ತಿ ಪ್ರದಾನ ಸಮಾರಂಭ ಫೆ.27 ರಂದು ಬೆಳಿಗ್ಗೆ 11 ಗಂಟೆಗೆ ಬೆಂಗಳೂರಿನ ಜೆ.ಸಿ.ರಸ್ತೆಯ ರವೀಂದ್ರ ಕಲಾಕ್ಷೇತ್ರದಲ್ಲಿ ಆಯೋಜಿಸಲಾಗಿದ್ದು, ಕನ್ನಡ ಮತ್ತು ಸಂಸ್ಕೃತಿ ಇಲಾಖೆ ಸಚಿವರು,ಶಾಸಕರು, ಲೋಕಸಭಾ ಸದಸ್ಯರು ಹಾಗೂ ಗಣ್ಯರು ಉಪಸ್ಥಿತರಿರುವರು. ಪ್ರಶಸ್ತಿ ಪುರಸ್ಕೃತರಿಗೆ 50 ಸಾವಿರ ರೂ ನಗದು ಪುರಸ್ಕಾರ ನೀಡಿ ಗೌರವಿಸಲಾಗುವುದು ಎಂದು ಅವರು ತಿಳಿಸಿದ್ದಾರೆ.: [790, 1986, 1005, 2377]
- procession-photo: [274, 1956, 774, 2182]
- banner-title: ಪ್ರಗತಿ ಪರಿಶೀಲನಾ ಸಭೆ: [910, 1191, 1035, 1211]
- byline: ಪ್ರಮಥವಾಣಿ.ಕಾಂ: [406, 1121, 487, 1137]
- byline: ಪ್ರಮಥವಾಣಿ.ಕಾಂ: [406, 273, 487, 290]
- byline: ಪ್ರಮಥವಾಣಿ.ಕಾಂ: [790, 1956, 872, 1973]
- headline-hospital-line2: ಆಸ್ಪತ್ರೆ ಕಾಮಗಾರಿ ಪೂರ್ಣ: ಡಾ. ಶರಣಪ್ರಕಾಶ ಪಾಟೀಲ: [406, 197, 1297, 257]
- byline: ಪ್ರಮಥವಾಣಿ.ಕಾಂ: [27, 447, 109, 464]
- procession-col-2: ಗಳೊಂದಿಗೆ ಪಟ್ಟಣದ ಪ್ರಮುಖ ಬೀದಿಗಳ ಮೂಲಕ ಶ್ರೀಮಠವರೆಗೆ ಭಕ್ತರು ಹಾಗೂ ನಡೆದ ಮೆರವಣಿಗೆಯಲ್ಲಿ ಭಾಗವಹಿಸಿದ್ದ ಭಾಜ ಕುಂಭ ಹೊತ್ತ ಮಹಿಳೆಯರು ಮೆರವಣಿಗೆಯಲ್ಲಿ ಎಲ್ಲ ಭಕ್ತರ ಹರ್ಷೋದ್ಗಾರ ಮುಗಿಲು ಭಜಂತ್ರಿ ಮುಟ್ಟಿತ್ತು.: [529, 2193, 774, 2298]
